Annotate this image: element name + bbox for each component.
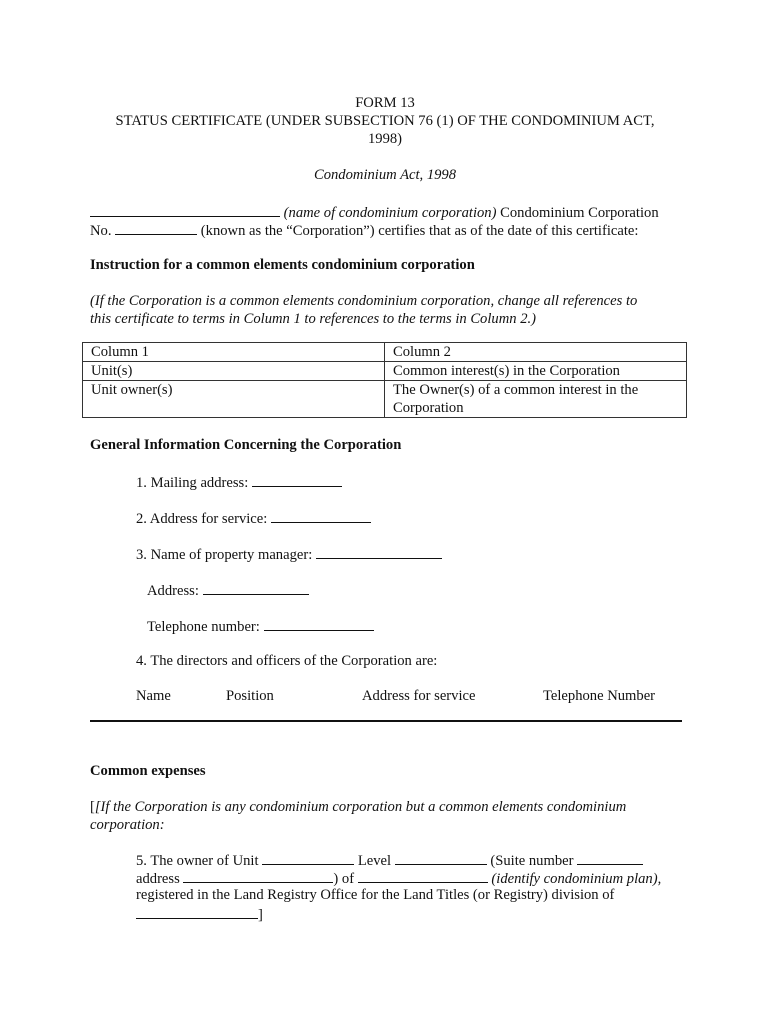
manager-address-item — [147, 580, 309, 600]
unit-blank[interactable] — [262, 850, 354, 865]
common-expenses-note-line1: [[If the Corporation is any condominium corporation but a common elements condominium — [90, 799, 627, 815]
manager-telephone-blank[interactable] — [264, 616, 374, 631]
table-cell: Column 2 — [385, 343, 687, 362]
directors-divider — [90, 720, 682, 722]
intro-line2-tail: (known as the “Corporation”) certifies that as of the date of this certificate: — [197, 223, 639, 239]
instruction-heading: Instruction for a common elements condominium corporation — [90, 257, 475, 273]
mailing-address-blank[interactable] — [252, 472, 342, 487]
form-title-line2: 1998) — [367, 131, 403, 147]
general-info-heading: General Information Concerning the Corporation — [90, 437, 402, 453]
intro-no-label: No. — [90, 223, 116, 239]
item5-line3: registered in the Land Registry Office for the Land Titles (or Registry) division of — [136, 887, 615, 903]
table-cell: Unit(s) — [83, 362, 385, 381]
of-label: ) of — [333, 871, 358, 887]
common-expenses-note-line2: corporation: — [90, 817, 165, 833]
level-label: Level — [354, 853, 395, 869]
instruction-line1: (If the Corporation is a common elements condominium corporation, change all references to — [90, 293, 638, 309]
item5-line4 — [136, 904, 263, 924]
act-name: Condominium Act, 1998 — [313, 167, 457, 183]
service-address-blank[interactable] — [271, 508, 371, 523]
manager-address-label: Address: — [147, 583, 203, 599]
corporation-number-blank[interactable] — [115, 220, 197, 235]
condominium-plan-blank[interactable] — [358, 868, 488, 883]
table-cell: The Owner(s) of a common interest in the Corporation — [385, 381, 687, 418]
suite-label: (Suite number — [486, 853, 578, 869]
service-address-label: 2. Address for service: — [136, 511, 271, 527]
table-cell: Column 1 — [83, 343, 385, 362]
item5-line1 — [136, 850, 643, 870]
columns-table — [82, 342, 687, 418]
table-row — [83, 343, 687, 362]
closing-bracket: ] — [258, 907, 263, 923]
intro-line2 — [90, 220, 638, 240]
corporation-name-blank[interactable] — [90, 202, 280, 217]
instruction-line2: this certificate to terms in Column 1 to references to the terms in Column 2.) — [90, 311, 536, 327]
address-label: address — [136, 871, 184, 887]
common-expenses-heading: Common expenses — [90, 763, 206, 779]
directors-col-address: Address for service — [362, 688, 476, 704]
manager-address-blank[interactable] — [203, 580, 309, 595]
manager-telephone-item — [147, 616, 374, 636]
form-title-line1: STATUS CERTIFICATE (UNDER SUBSECTION 76 (1) OF THE CONDOMINIUM ACT, — [115, 113, 655, 129]
table-cell: Unit owner(s) — [83, 381, 385, 418]
table-row — [83, 381, 687, 418]
property-manager-blank[interactable] — [316, 544, 442, 559]
corporation-name-hint: (name of condominium corporation) — [283, 205, 497, 221]
table-cell: Common interest(s) in the Corporation — [385, 362, 687, 381]
property-manager-item — [136, 544, 442, 564]
manager-telephone-label: Telephone number: — [147, 619, 264, 635]
level-blank[interactable] — [395, 850, 487, 865]
item5-comma: , — [657, 871, 662, 887]
unit-owner-label: 5. The owner of Unit — [136, 853, 263, 869]
mailing-address-item — [136, 472, 342, 492]
intro-line1 — [90, 202, 659, 222]
unit-address-blank[interactable] — [183, 868, 333, 883]
directors-item: 4. The directors and officers of the Corporation are: — [136, 653, 438, 669]
item5-line2 — [136, 868, 661, 888]
common-expenses-note-text: [If the Corporation is any condominium corporation but a common elements condominium — [94, 799, 627, 815]
condominium-plan-hint: (identify condominium plan) — [491, 871, 658, 887]
property-manager-label: 3. Name of property manager: — [136, 547, 316, 563]
table-row — [83, 362, 687, 381]
mailing-address-label: 1. Mailing address: — [136, 475, 252, 491]
service-address-item — [136, 508, 371, 528]
intro-line1-tail: Condominium Corporation — [496, 205, 659, 221]
directors-col-name: Name — [136, 688, 171, 704]
form-number: FORM 13 — [355, 95, 415, 111]
suite-blank[interactable] — [577, 850, 643, 865]
directors-col-phone: Telephone Number — [543, 688, 656, 704]
directors-col-position: Position — [226, 688, 274, 704]
registry-division-blank[interactable] — [136, 904, 258, 919]
